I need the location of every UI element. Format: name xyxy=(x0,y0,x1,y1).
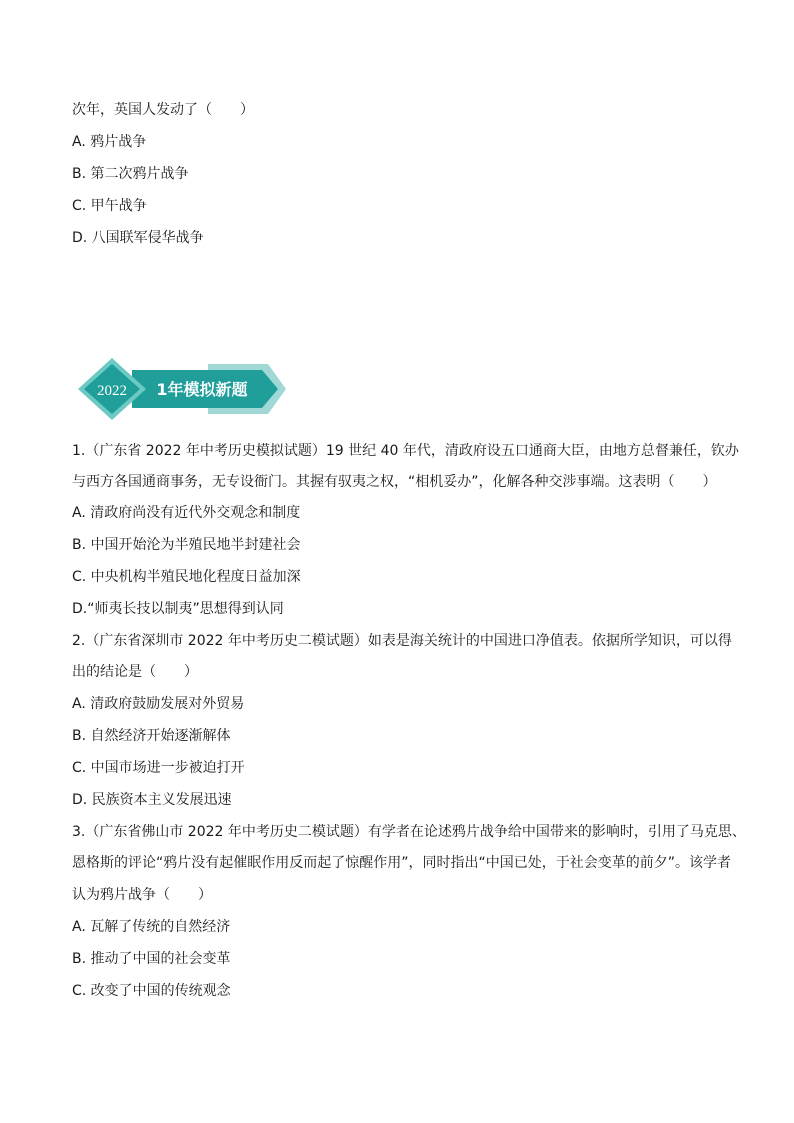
question-2-line-2: 出的结论是（ ） xyxy=(72,664,198,680)
option-b: B. 第二次鸦片战争 xyxy=(72,166,189,182)
question-1-option-c: C. 中央机构半殖民地化程度日益加深 xyxy=(72,569,301,585)
question-1-option-d: D.“师夷长技以制夷”思想得到认同 xyxy=(72,601,284,617)
banner-title: 1年模拟新题 xyxy=(156,380,248,399)
question-2-option-d: D. 民族资本主义发展迅速 xyxy=(72,792,232,808)
question-1-option-b: B. 中国开始沦为半殖民地半封建社会 xyxy=(72,537,301,553)
question-3-option-a: A. 瓦解了传统的自然经济 xyxy=(72,919,231,935)
question-2-option-a: A. 清政府鼓励发展对外贸易 xyxy=(72,696,245,712)
banner-year: 2022 xyxy=(97,383,127,399)
question-1-option-a: A. 清政府尚没有近代外交观念和制度 xyxy=(72,505,301,521)
section-banner xyxy=(76,356,286,422)
question-3-line-3: 认为鸦片战争（ ） xyxy=(72,887,212,903)
question-1-line-1: 1.（广东省 2022 年中考历史模拟试题）19 世纪 40 年代，清政府设五口通商大臣，由地方总督兼任，钦办 xyxy=(72,443,739,459)
question-2-option-b: B. 自然经济开始逐渐解体 xyxy=(72,728,231,744)
question-1-line-2: 与西方各国通商事务，无专设衙门。其握有驭夷之权，“相机妥办”，化解各种交涉事端。这表明（ ） xyxy=(72,474,717,490)
question-2-option-c: C. 中国市场进一步被迫打开 xyxy=(72,760,245,776)
question-3-line-2: 恩格斯的评论“鸦片没有起催眠作用反而起了惊醒作用”，同时指出“中国已处，于社会变革的前夕”。该学者 xyxy=(72,855,732,871)
question-3-option-b: B. 推动了中国的社会变革 xyxy=(72,951,231,967)
question-2-line-1: 2.（广东省深圳市 2022 年中考历史二模试题）如表是海关统计的中国进口净值表。依据所学知识，可以得 xyxy=(72,633,732,649)
option-c: C. 甲午战争 xyxy=(72,198,147,214)
option-d: D. 八国联军侵华战争 xyxy=(72,230,204,246)
question-3-option-c: C. 改变了中国的传统观念 xyxy=(72,983,231,999)
question-stem-tail: 次年，英国人发动了（ ） xyxy=(72,102,254,118)
option-a: A. 鸦片战争 xyxy=(72,134,147,150)
question-3-line-1: 3.（广东省佛山市 2022 年中考历史二模试题）有学者在论述鸦片战争给中国带来的影响时，引用了马克思、 xyxy=(72,824,746,840)
